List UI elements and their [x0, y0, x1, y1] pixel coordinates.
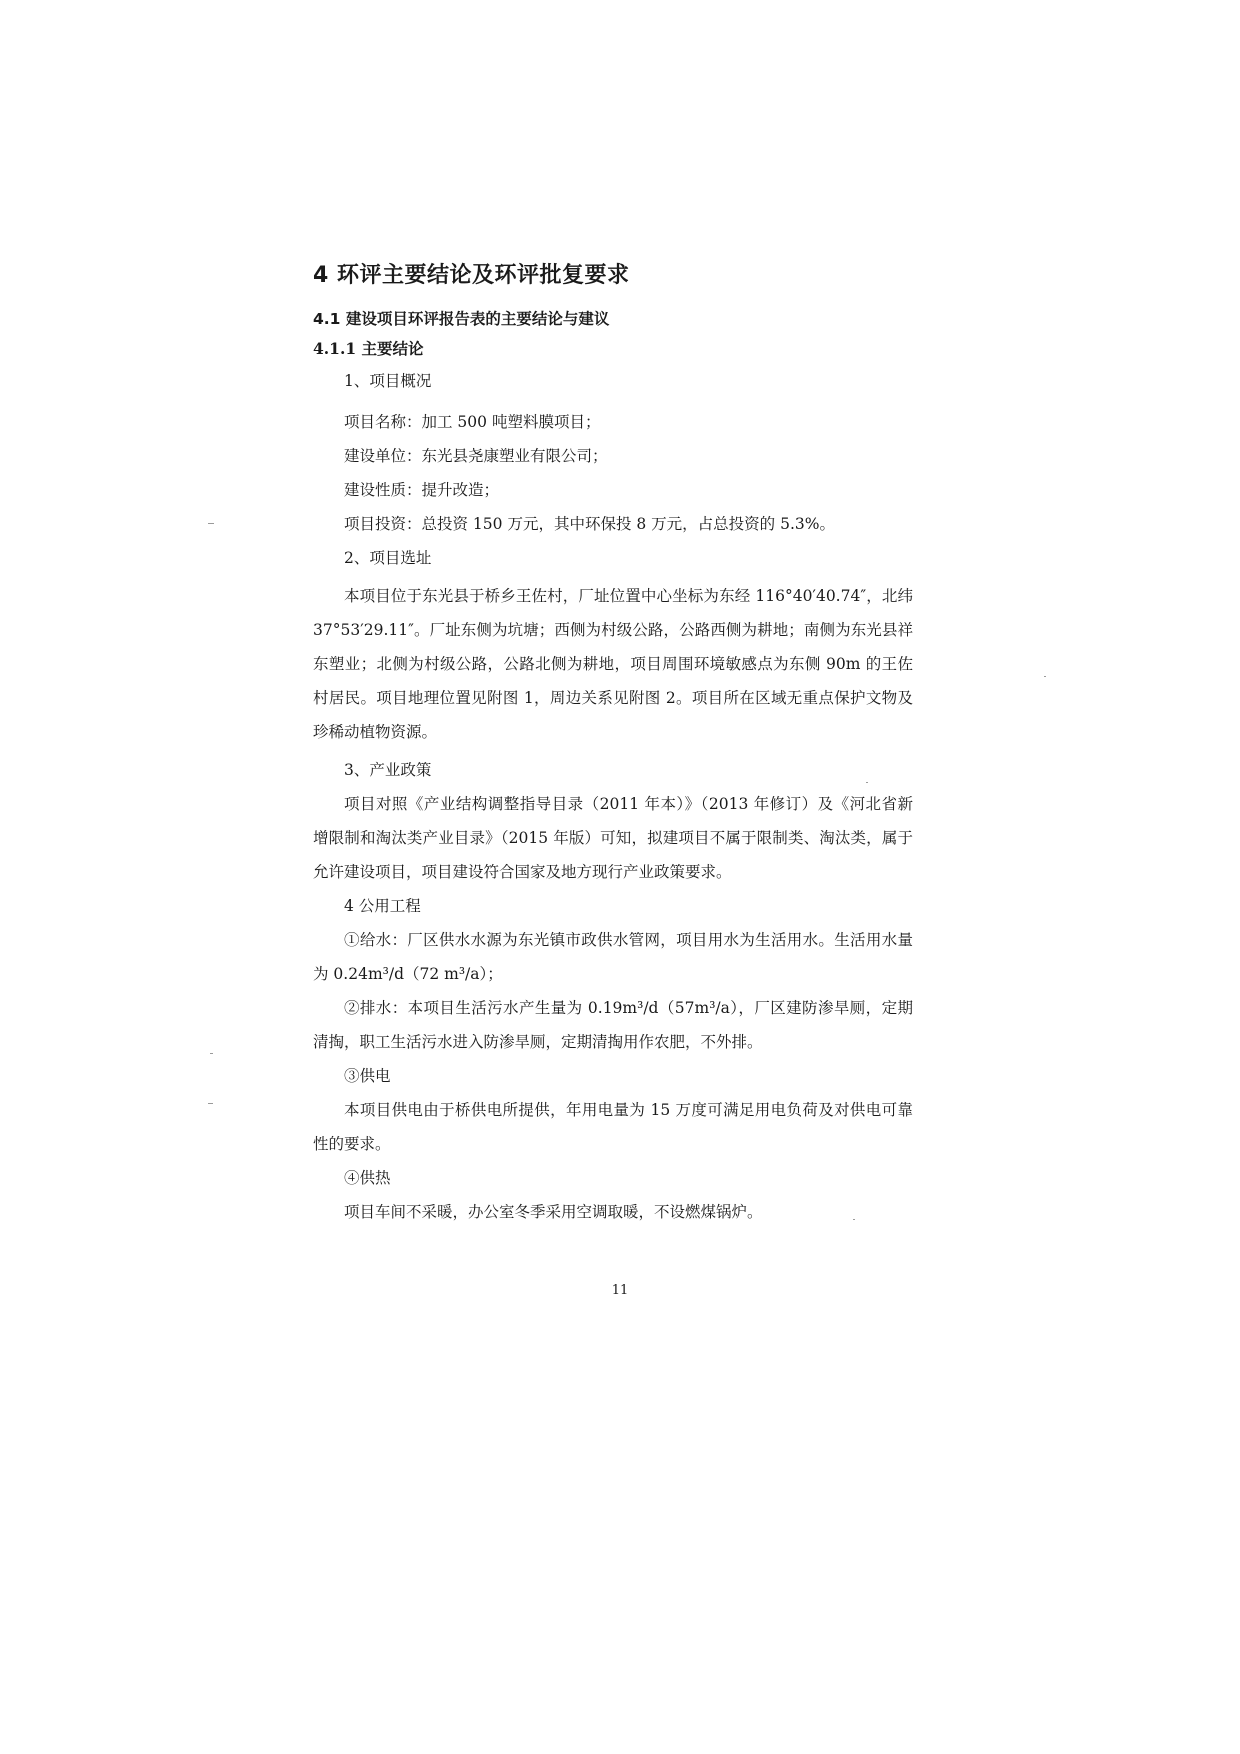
- section-title: 4.1 建设项目环评报告表的主要结论与建议: [313, 310, 610, 328]
- scan-speck: [210, 1053, 213, 1054]
- page-content: [313, 258, 913, 1229]
- policy-heading: 3、产业政策: [344, 761, 432, 779]
- overview-heading: 1、项目概况: [344, 372, 432, 390]
- scan-speck: [208, 523, 214, 524]
- scan-speck: [208, 1103, 213, 1104]
- site-paragraph: 本项目位于东光县于桥乡王佐村，厂址位置中心坐标为东经 116°40′40.74″，北纬 37°53′29.11″。厂址东侧为坑塘；西侧为村级公路，公路西侧为耕地；南侧为东光县祥东塑业；北侧为村级公路，公路北侧为耕地，项目周围环境敏感点为东侧 90m 的王佐村居民。项目地理位置见附图 1，周边关系见附图 2。项目所在区域无重点保护文物及珍稀动植物资源。: [313, 587, 913, 741]
- heating-paragraph: 项目车间不采暖，办公室冬季采用空调取暖，不设燃煤锅炉。: [344, 1203, 763, 1221]
- power-heading: ③供电: [344, 1067, 391, 1085]
- scan-speck: [1044, 676, 1046, 677]
- policy-paragraph: 项目对照《产业结构调整指导目录（2011 年本）》（2013 年修订）及《河北省新增限制和淘汰类产业目录》（2015 年版）可知，拟建项目不属于限制类、淘汰类，属于允许建设项目，项目建设符合国家及地方现行产业政策要求。: [313, 795, 913, 881]
- investment-line: 项目投资：总投资 150 万元，其中环保投 8 万元，占总投资的 5.3%。: [344, 515, 835, 533]
- project-name-line: 项目名称：加工 500 吨塑料膜项目；: [344, 413, 601, 431]
- construction-nature-line: 建设性质：提升改造；: [344, 481, 500, 499]
- water-supply-paragraph: ①给水：厂区供水水源为东光镇市政供水管网，项目用水为生活用水。生活用水量为 0.24m³/d（72 m³/a）；: [313, 931, 913, 983]
- scan-speck: [866, 782, 868, 783]
- scan-speck: [853, 1219, 855, 1220]
- subsection-title: 4.1.1 主要结论: [313, 339, 424, 358]
- page-number: 11: [611, 1283, 629, 1298]
- power-paragraph: 本项目供电由于桥供电所提供，年用电量为 15 万度可满足用电负荷及对供电可靠性的要求。: [313, 1101, 913, 1153]
- site-heading: 2、项目选址: [344, 549, 432, 567]
- construction-unit-line: 建设单位：东光县尧康塑业有限公司；: [344, 447, 608, 465]
- utilities-heading: 4 公用工程: [344, 897, 421, 915]
- drainage-paragraph: ②排水：本项目生活污水产生量为 0.19m³/d（57m³/a），厂区建防渗旱厕，定期清掏，职工生活污水进入防渗旱厕，定期清掏用作农肥，不外排。: [313, 999, 913, 1051]
- chapter-title: 4 环评主要结论及环评批复要求: [313, 263, 630, 288]
- heating-heading: ④供热: [344, 1169, 391, 1187]
